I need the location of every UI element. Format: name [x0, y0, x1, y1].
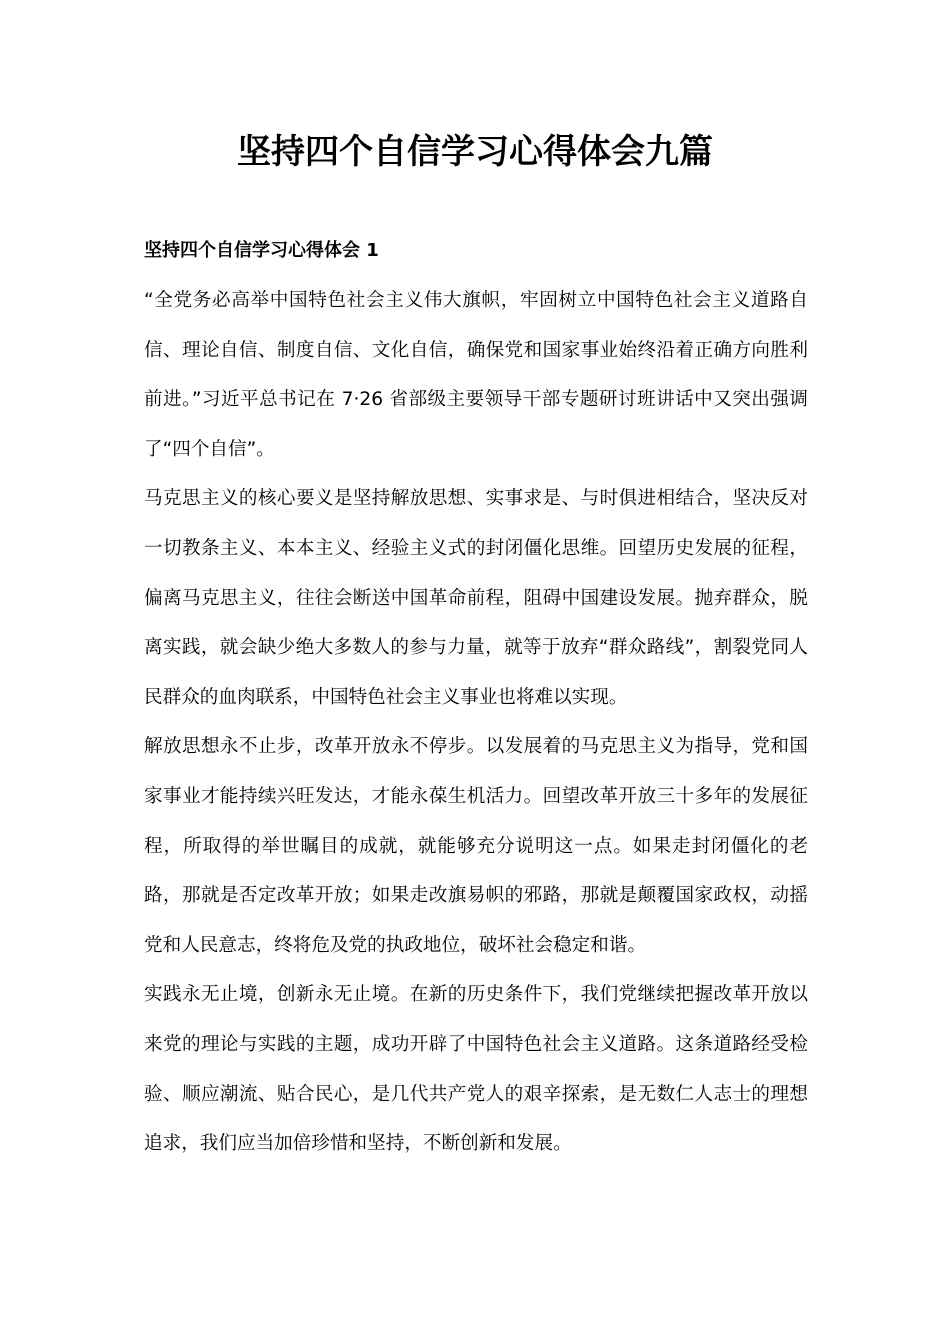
document-title: 坚持四个自信学习心得体会九篇	[237, 132, 713, 172]
paragraph: 实践永无止境，创新永无止境。在新的历史条件下，我们党继续把握改革开放以来党的理论与实践的主题，成功开辟了中国特色社会主义道路。这条道路经受检验、顺应潮流、贴合民心，是几代共产党人的艰辛探索，是无数仁人志士的理想追求，我们应当加倍珍惜和坚持，不断创新和发展。	[144, 984, 808, 1155]
section-heading: 坚持四个自信学习心得体会 1	[144, 240, 379, 261]
paragraph: 解放思想永不止步，改革开放永不停步。以发展着的马克思主义为指导，党和国家事业才能持续兴旺发达，才能永葆生机活力。回望改革开放三十多年的发展征程，所取得的举世瞩目的成就，就能够充分说明这一点。如果走封闭僵化的老路，那就是否定改革开放；如果走改旗易帜的邪路，那就是颠覆国家政权，动摇党和人民意志，终将危及党的执政地位，破坏社会稳定和谐。	[144, 736, 808, 956]
document-body	[144, 276, 808, 1169]
paragraph: “全党务必高举中国特色社会主义伟大旗帜，牢固树立中国特色社会主义道路自信、理论自信、制度自信、文化自信，确保党和国家事业始终沿着正确方向胜利前进。”习近平总书记在 7·26 省部级主要领导干部专题研讨班讲话中又突出强调了“四个自信”。	[144, 290, 808, 460]
paragraph: 马克思主义的核心要义是坚持解放思想、实事求是、与时俱进相结合，坚决反对一切教条主义、本本主义、经验主义式的封闭僵化思维。回望历史发展的征程，偏离马克思主义，往往会断送中国革命前程，阻碍中国建设发展。抛弃群众，脱离实践，就会缺少绝大多数人的参与力量，就等于放弃“群众路线”，割裂党同人民群众的血肉联系，中国特色社会主义事业也将难以实现。	[144, 488, 808, 708]
